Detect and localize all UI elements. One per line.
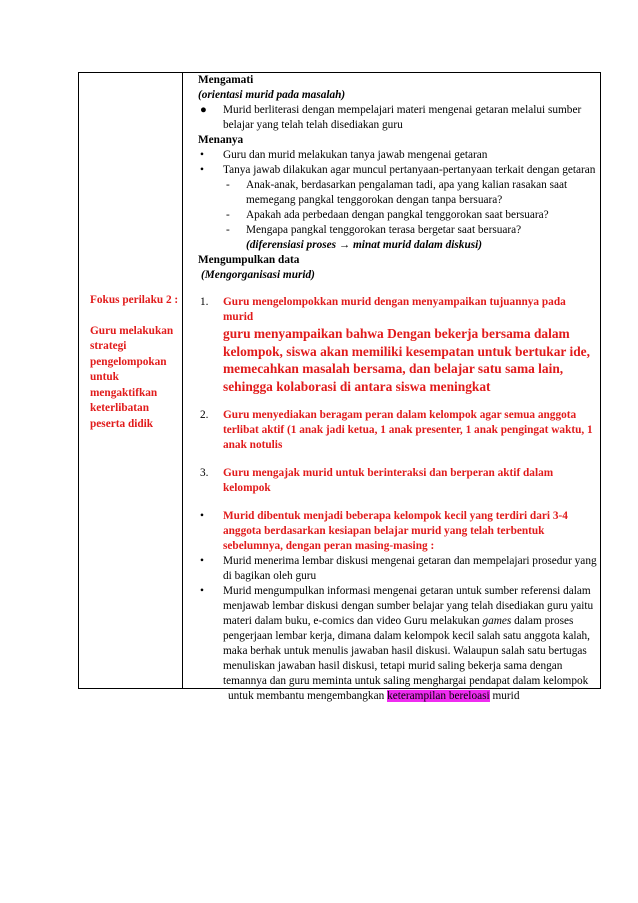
bullet-icon: •	[200, 555, 204, 567]
list-item: • Murid mengumpulkan informasi mengenai getaran untuk sumber referensi dalam menjawab lembar diskusi dengan sumber belajar yang telah disediakan guru yaitu materi dalam buku, e-comics dan video Guru melakukan games dalam proses pengerjaan lembar kerja, dimana dalam kelompok kecil salah satu anggota kalah, maka berhak untuk menulis jawaban hasil diskusi. Walaupun salah satu bertugas menuliskan jawaban hasil diskusi, tetapi murid saling bekerja sama dengan temannya dan guru meminta untuk saling menghargai pendapat dalam kelompok	[200, 585, 594, 687]
list-item: ● Murid berliterasi dengan mempelajari materi mengenai getaran melalui sumber belajar yang telah telah disediakan guru	[200, 104, 582, 131]
numbered-item: 1. Guru mengelompokkan murid dengan menyampaikan tujuannya pada murid	[200, 296, 566, 323]
right-column	[198, 73, 598, 704]
mengumpulkan-subtitle: (Mengorganisasi murid)	[201, 269, 315, 281]
mengamati-title: Mengamati	[198, 74, 254, 86]
column-divider	[182, 72, 183, 689]
list-item: • Murid menerima lembar diskusi mengenai getaran dan mempelajari prosedur yang di bagikan oleh guru	[200, 555, 597, 582]
focus-body: Guru melakukan strategi pengelompokan untuk mengaktifkan keterlibatan peserta didik	[90, 324, 174, 430]
list-item: • Guru dan murid melakukan tanya jawab mengenai getaran	[200, 149, 488, 161]
highlighted-term: keterampilan bereloasi	[387, 690, 490, 702]
numbered-item: 2. Guru menyediakan beragam peran dalam kelompok agar semua anggota terlibat aktif (1 anak jadi ketua, 1 anak presenter, 1 anak pengingat waktu, 1 anak notulis	[200, 409, 593, 451]
list-item: • Tanya jawab dilakukan agar muncul pertanyaan-pertanyaan terkait dengan getaran	[200, 164, 596, 176]
left-column	[90, 293, 182, 432]
sub-list-item: - Mengapa pangkal tenggorokan terasa bergetar saat bersuara?	[226, 224, 522, 236]
bullet-icon: •	[200, 585, 204, 597]
numbered-item: 3. Guru mengajak murid untuk berinteraksi dan berperan aktif dalam kelompok	[200, 467, 554, 494]
diferensiasi-note: (diferensiasi proses → minat murid dalam diskusi)	[246, 239, 483, 251]
bullet-icon: •	[200, 149, 204, 161]
final-line: untuk membantu mengembangkan keterampilan bereloasi murid	[228, 690, 520, 702]
sub-list-item: - Apakah ada perbedaan dengan pangkal tenggorokan saat bersuara?	[226, 209, 549, 221]
bullet-icon: •	[200, 164, 204, 176]
arrow-right-icon: →	[338, 239, 351, 251]
focus-heading: Fokus perilaku 2 :	[90, 294, 179, 306]
highlighted-paragraph: guru menyampaikan bahwa Dengan bekerja bersama dalam kelompok, siswa akan memiliki kesempatan untuk bertukar ide, memecahkan masalah bersama, dan belajar satu sama lain, sehingga kolaborasi di antara siswa meningkat	[223, 326, 590, 394]
list-item: • Murid dibentuk menjadi beberapa kelompok kecil yang terdiri dari 3-4 anggota berdasarkan kesiapan belajar murid yang telah terbentuk sebelumnya, dengan peran masing-masing :	[200, 510, 568, 552]
mengumpulkan-title: Mengumpulkan data	[198, 254, 300, 266]
dash-icon: -	[226, 224, 230, 236]
bullet-icon: ●	[200, 104, 207, 116]
dash-icon: -	[226, 209, 230, 221]
sub-list-item: - Anak-anak, berdasarkan pengalaman tadi, apa yang kalian rasakan saat memegang pangkal tenggorokan dengan tanpa bersuara?	[226, 179, 568, 206]
dash-icon: -	[226, 179, 230, 191]
bullet-icon: •	[200, 510, 204, 522]
mengamati-subtitle: (orientasi murid pada masalah)	[198, 89, 346, 101]
menanya-title: Menanya	[198, 134, 244, 146]
